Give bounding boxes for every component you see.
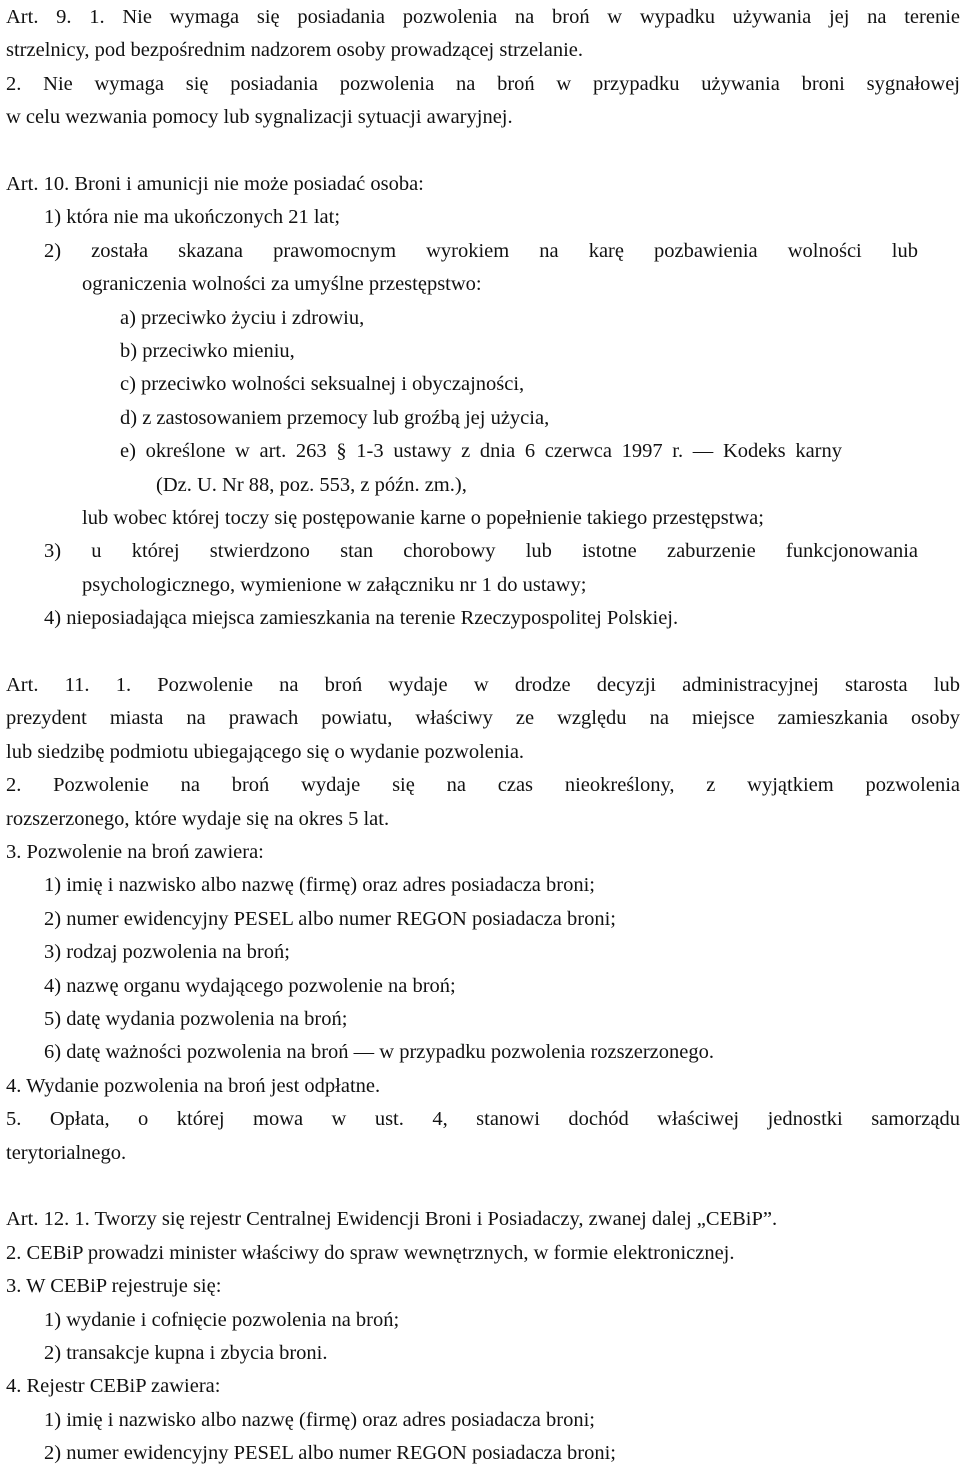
text-line: d) z zastosowaniem przemocy lub groźbą jej użycia, (120, 406, 550, 429)
text-line: terytorialnego. (6, 1141, 127, 1164)
text-line: 3) u której stwierdzono stan chorobowy lub istotne zaburzenie funkcjonowania (44, 540, 918, 563)
text-line: 2) numer ewidencyjny PESEL albo numer REGON posiadacza broni; (44, 1442, 616, 1465)
text-line: 2. Pozwolenie na broń wydaje się na czas nieokreślony, z wyjątkiem pozwolenia (6, 774, 960, 797)
text-line: 6) datę ważności pozwolenia na broń — w przypadku pozwolenia rozszerzonego. (44, 1041, 714, 1064)
text-line: ograniczenia wolności za umyślne przestępstwo: (82, 273, 482, 296)
text-line: strzelnicy, pod bezpośrednim nadzorem osoby prowadzącej strzelanie. (6, 39, 584, 62)
text-line: (Dz. U. Nr 88, poz. 553, z późn. zm.), (156, 473, 467, 496)
text-line: 2. Nie wymaga się posiadania pozwolenia na broń w przypadku używania broni sygnałowej (6, 72, 960, 95)
text-line: e) określone w art. 263 § 1-3 ustawy z dnia 6 czerwca 1997 r. — Kodeks karny (120, 440, 842, 463)
text-line: 3) rodzaj pozwolenia na broń; (44, 941, 290, 964)
text-line: c) przeciwko wolności seksualnej i obyczajności, (120, 373, 525, 396)
text-line: 2) transakcje kupna i zbycia broni. (44, 1342, 328, 1364)
text-line: 4) nieposiadająca miejsca zamieszkania na terenie Rzeczypospolitej Polskiej. (44, 607, 679, 630)
text-line: Art. 11. 1. Pozwolenie na broń wydaje w drodze decyzji administracyjnej starosta lub (6, 674, 960, 696)
text-line: 2. CEBiP prowadzi minister właściwy do spraw wewnętrznych, w formie elektronicznej. (6, 1241, 735, 1264)
text-line: 1) imię i nazwisko albo nazwę (firmę) oraz adres posiadacza broni; (44, 874, 595, 897)
text-line: 4. Rejestr CEBiP zawiera: (6, 1375, 221, 1398)
text-line: lub wobec której toczy się postępowanie karne o popełnienie takiego przestępstwa; (82, 507, 764, 529)
text-line: 5. Opłata, o której mowa w ust. 4, stanowi dochód właściwej jednostki samorządu (6, 1108, 960, 1131)
text-line: Art. 9. 1. Nie wymaga się posiadania pozwolenia na broń w wypadku używania jej na terenie (6, 6, 960, 28)
text-line: b) przeciwko mieniu, (120, 340, 295, 362)
text-line: psychologicznego, wymienione w załączniku nr 1 do ustawy; (82, 573, 587, 596)
text-line: 4. Wydanie pozwolenia na broń jest odpłatne. (6, 1074, 381, 1097)
text-line: prezydent miasta na prawach powiatu, właściwy ze względu na miejsce zamieszkania osoby (6, 707, 960, 730)
text-line: lub siedzibę podmiotu ubiegającego się o wydanie pozwolenia. (6, 740, 525, 763)
text-line: 3. W CEBiP rejestruje się: (6, 1275, 222, 1298)
text-line: 1) wydanie i cofnięcie pozwolenia na broń; (44, 1308, 400, 1331)
text-line: 2) numer ewidencyjny PESEL albo numer REGON posiadacza broni; (44, 907, 616, 930)
text-line: a) przeciwko życiu i zdrowiu, (120, 306, 365, 329)
text-line: 4) nazwę organu wydającego pozwolenie na broń; (44, 974, 456, 997)
text-line: 5) datę wydania pozwolenia na broń; (44, 1008, 348, 1030)
text-line: Art. 10. Broni i amunicji nie może posiadać osoba: (6, 173, 424, 195)
text-line: 1) która nie ma ukończonych 21 lat; (44, 206, 341, 229)
text-line: 2) została skazana prawomocnym wyrokiem na karę pozbawienia wolności lub (44, 239, 918, 262)
text-line: Art. 12. 1. Tworzy się rejestr Centralnej Ewidencji Broni i Posiadaczy, zwanej dalej „CEBiP”. (6, 1208, 778, 1231)
text-line: w celu wezwania pomocy lub sygnalizacji sytuacji awaryjnej. (6, 106, 513, 129)
text-line: 3. Pozwolenie na broń zawiera: (6, 841, 264, 863)
text-line: 1) imię i nazwisko albo nazwę (firmę) oraz adres posiadacza broni; (44, 1408, 595, 1431)
text-line: rozszerzonego, które wydaje się na okres 5 lat. (6, 807, 390, 830)
